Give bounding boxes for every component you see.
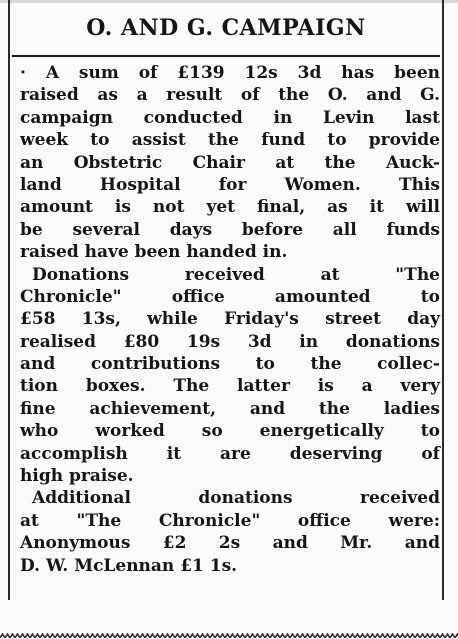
paragraph-2-line: who worked so energetically to [20, 421, 440, 442]
paragraph-1-line: raised have been handed in. [20, 242, 288, 263]
paragraph-2-line: £58 13s, while Friday's street day [20, 309, 440, 330]
paragraph-1-line: week to assist the fund to provide [20, 130, 440, 151]
paragraph-2-line: tion boxes. The latter is a very [20, 376, 440, 397]
headline: O. AND G. CAMPAIGN [86, 15, 366, 41]
right-column-rule [442, 0, 444, 600]
paragraph-2-line: accomplish it are deserving of [20, 443, 440, 464]
paragraph-1-line: campaign conducted in Levin last [20, 107, 440, 128]
paragraph-3-line: at "The Chronicle" office were: [20, 510, 440, 531]
paragraph-2-line: high praise. [20, 466, 134, 487]
paragraph-1-line: land Hospital for Women. This [20, 174, 440, 195]
top-edge-rule [0, 0, 458, 3]
paragraph-2-line: realised £80 19s 3d in donations [20, 331, 440, 352]
paragraph-3-line: Anonymous £2 2s and Mr. and [20, 533, 440, 554]
paragraph-1-line: an Obstetric Chair at the Auck- [20, 152, 440, 173]
paragraph-2-line: fine achievement, and the ladies [20, 398, 440, 419]
article-body [20, 62, 440, 577]
paragraph-1-line: · A sum of £139 12s 3d has been [20, 63, 440, 83]
paragraph-1-line: amount is not yet final, as it will [20, 197, 440, 218]
paragraph-1-line: be several days before all funds [20, 219, 440, 240]
paragraph-1-line: raised as a result of the O. and G. [20, 85, 440, 106]
headline-rule [12, 55, 440, 57]
decorative-bottom-border [0, 628, 458, 638]
paragraph-3-line: Additional donations received [32, 488, 440, 509]
left-column-rule [8, 0, 10, 600]
paragraph-2-line: Chronicle" office amounted to [20, 286, 440, 307]
paragraph-3-line: D. W. McLennan £1 1s. [20, 555, 238, 576]
paragraph-2-line: and contributions to the collec- [20, 354, 440, 375]
paragraph-2-line: Donations received at "The [32, 264, 440, 285]
